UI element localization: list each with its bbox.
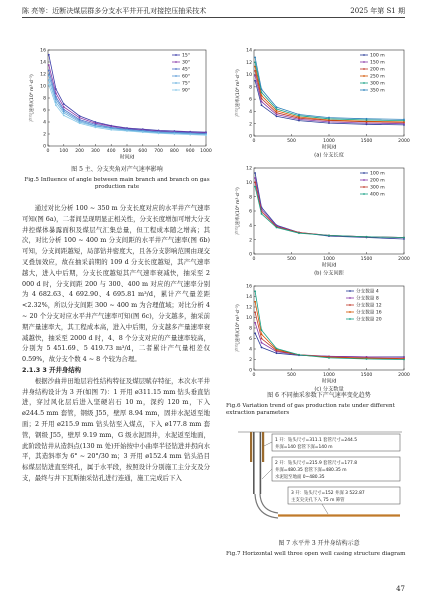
x-tick-label: 600 xyxy=(138,149,148,154)
x-tick-label: 0 xyxy=(252,373,256,378)
y-axis-label: 产气速率/(10⁴ m³·d⁻¹) xyxy=(236,69,241,117)
data-point xyxy=(328,117,330,119)
data-point xyxy=(63,115,65,117)
legend-label: 30° xyxy=(182,60,191,66)
data-point xyxy=(158,133,160,135)
legend-marker xyxy=(363,82,365,84)
y-tick-label: 8 xyxy=(249,326,252,332)
header-rule xyxy=(22,17,405,18)
data-point xyxy=(261,95,263,97)
data-point xyxy=(403,359,405,361)
casing-2-right xyxy=(260,432,262,494)
legend-label: 分支数量 16 xyxy=(356,310,382,316)
series-line xyxy=(49,70,206,133)
data-point xyxy=(254,311,256,313)
data-point xyxy=(254,177,256,179)
series-line xyxy=(255,333,404,357)
y-tick-label: 6 xyxy=(249,97,252,103)
label-2-line1: 2 开：钻头尺寸=215.9 套管尺寸=177.8 xyxy=(275,461,357,466)
header-issue: 2025 年第 S1 期 xyxy=(350,7,405,15)
data-point xyxy=(261,101,263,103)
legend-label: 分支数量 12 xyxy=(356,303,382,309)
legend-marker xyxy=(349,318,351,320)
fig6-caption-en: Fig.6 Variation trend of gas production rate under different extraction parameters xyxy=(226,403,395,416)
data-point xyxy=(276,348,278,350)
paragraph-2: 根据沙曲井田地层岩性结构特征及煤层赋存特征，本次水平井井身结构设计为 3 开(如图 7)：1 开用 ø311.15 mm 钻头垂直钻进，穿过风化层后进入坚硬岩石 10 m，深约 120 m，下入 ø244.5 mm 套管，钢级 J55，壁厚 8.94 mm，固井水泥返至地面；2 开用 ø215.9 mm 钻头钻至入煤点，下入 ø177.8 mm 套管，钢级 J55，壁厚 9.19 mm，G 级水泥固井，水泥返至地面，此阶段钻井从造斜点(130 m 处)开始按中小曲率半径钻进并拐向水平，其造斜率为 6° ~ 20°/30 m；3 开用 ø152.4 mm 钻头沿目标煤层钻进直至终孔，属于水平段，按照设计分别施工主分支及分支，最终与井下瓦斯抽采钻孔进行连通，施工完成后下入 xyxy=(22,376,210,482)
body-text xyxy=(22,203,210,484)
fig7-caption-en: Fig.7 Horizontal well three open well casing structure diagram xyxy=(226,551,406,557)
x-tick-label: 700 xyxy=(154,149,163,154)
data-point xyxy=(254,301,256,303)
y-tick-label: 16 xyxy=(40,48,46,54)
data-point xyxy=(276,112,278,114)
legend-label: 100 m xyxy=(370,53,385,59)
fig6c-chart xyxy=(228,280,410,392)
legend-label: 60° xyxy=(182,74,191,80)
y-tick-label: 4 xyxy=(249,347,252,353)
data-point xyxy=(276,106,278,108)
panel-title: (b) 分支间距 xyxy=(314,270,344,276)
data-point xyxy=(55,104,57,106)
data-point xyxy=(261,213,263,215)
y-tick-label: 4 xyxy=(43,120,46,126)
x-tick-label: 1000 xyxy=(323,373,335,378)
data-point xyxy=(205,134,207,136)
x-tick-label: 500 xyxy=(287,139,296,144)
y-tick-label: 8 xyxy=(249,85,252,91)
label-box-2 xyxy=(262,457,400,481)
y-tick-label: 6 xyxy=(43,108,46,114)
legend-label: 400 m xyxy=(370,192,385,198)
y-tick-label: 0 xyxy=(249,252,252,258)
y-tick-label: 2 xyxy=(249,238,252,244)
x-tick-label: 900 xyxy=(185,149,195,154)
data-point xyxy=(254,290,256,292)
data-point xyxy=(366,118,368,120)
data-point xyxy=(261,347,263,349)
data-point xyxy=(95,127,97,129)
panel-title: (a) 分支长度 xyxy=(314,152,344,158)
x-tick-label: 0 xyxy=(46,149,50,154)
data-point xyxy=(254,332,256,334)
series-line xyxy=(255,323,404,358)
data-point xyxy=(261,342,263,344)
data-point xyxy=(48,79,50,81)
data-point xyxy=(276,227,278,229)
data-point xyxy=(79,122,81,124)
legend-label: 300 m xyxy=(370,185,385,191)
y-tick-label: 6 xyxy=(249,209,252,215)
y-tick-label: 0 xyxy=(249,134,252,140)
casing-1-right xyxy=(262,432,264,462)
x-tick-label: 1000 xyxy=(323,257,335,262)
data-point xyxy=(261,329,263,331)
data-point xyxy=(189,134,191,136)
y-tick-label: 16 xyxy=(246,284,252,290)
casing-2-left xyxy=(253,432,255,494)
build-section xyxy=(255,494,278,518)
legend-marker xyxy=(363,172,365,174)
x-tick-label: 800 xyxy=(170,149,179,154)
y-tick-label: 12 xyxy=(40,72,46,78)
y-tick-label: 0 xyxy=(43,144,46,150)
legend-marker xyxy=(363,179,365,181)
y-axis-label: 产气速率/(10⁴ m³·d⁻¹) xyxy=(236,187,241,235)
fig6b-chart xyxy=(228,162,410,276)
label-3-line2: 主支尖尖孔下入 75 m 筛管 xyxy=(291,498,345,503)
data-point xyxy=(298,114,300,116)
x-tick-label: 400 xyxy=(106,149,116,154)
x-tick-label: 500 xyxy=(122,149,132,154)
x-tick-label: 0 xyxy=(252,257,256,262)
data-point xyxy=(328,234,330,236)
legend-marker xyxy=(175,54,177,56)
data-point xyxy=(276,352,278,354)
data-point xyxy=(276,115,278,117)
x-tick-label: 0 xyxy=(252,139,256,144)
label-box-3 xyxy=(288,487,400,514)
page-number: 47 xyxy=(396,585,405,593)
fig7-caption-cn: 图 7 水平井 3 开井身结构示意 xyxy=(278,540,360,547)
fig6a-chart xyxy=(228,44,410,158)
fig7-diagram xyxy=(232,424,408,536)
x-tick-label: 300 xyxy=(91,149,100,154)
legend-label: 150 m xyxy=(370,60,385,66)
data-point xyxy=(366,358,368,360)
legend-label: 90° xyxy=(182,88,191,94)
legend-marker xyxy=(363,75,365,77)
legend-marker xyxy=(363,186,365,188)
data-point xyxy=(261,104,263,106)
y-tick-label: 12 xyxy=(246,60,252,66)
x-axis-label: 时间/d xyxy=(321,378,337,385)
casing-1-left xyxy=(250,432,252,462)
data-point xyxy=(79,117,81,119)
data-point xyxy=(261,91,263,93)
legend-marker xyxy=(363,89,365,91)
x-tick-label: 2000 xyxy=(398,139,410,144)
series-line xyxy=(255,291,404,359)
data-point xyxy=(261,98,263,100)
legend-label: 45° xyxy=(182,67,191,73)
x-tick-label: 2000 xyxy=(398,257,410,262)
y-tick-label: 8 xyxy=(43,96,46,102)
data-point xyxy=(48,74,50,76)
data-point xyxy=(328,357,330,359)
y-tick-label: 0 xyxy=(249,368,252,374)
data-point xyxy=(366,236,368,238)
data-point xyxy=(79,115,81,117)
legend-label: 250 m xyxy=(370,74,385,80)
legend-marker xyxy=(175,82,177,84)
label-1-line1: 1 开：钻头尺寸=311.1 套管尺寸=244.5 xyxy=(275,438,357,443)
y-tick-label: 10 xyxy=(246,73,252,79)
label-3-line1: 3 开：钻头尺寸=152 井深 3 522.87 xyxy=(291,491,365,496)
data-point xyxy=(298,232,300,234)
legend-marker xyxy=(175,61,177,63)
x-tick-label: 500 xyxy=(287,257,296,262)
y-tick-label: 2 xyxy=(43,132,46,138)
data-point xyxy=(48,84,50,86)
legend-label: 200 m xyxy=(370,178,385,184)
fig6-caption-cn: 图 6 不同抽采参数下产气速率变化趋势 xyxy=(267,392,371,399)
legend-marker xyxy=(363,193,365,195)
legend-label: 300 m xyxy=(370,81,385,87)
y-tick-label: 14 xyxy=(40,60,46,66)
y-tick-label: 12 xyxy=(246,166,252,172)
y-tick-label: 6 xyxy=(249,337,252,343)
fig5-caption-cn: 图 5 主、分支夹角对产气速率影响 xyxy=(71,166,163,173)
y-tick-label: 10 xyxy=(246,180,252,186)
data-point xyxy=(276,108,278,110)
x-tick-label: 1500 xyxy=(360,257,373,262)
legend-marker xyxy=(349,290,351,292)
x-axis-label: 时间/d xyxy=(321,144,337,151)
data-point xyxy=(174,133,176,135)
y-tick-label: 2 xyxy=(249,358,252,364)
data-point xyxy=(298,354,300,356)
legend-label: 75° xyxy=(182,81,191,87)
data-point xyxy=(276,114,278,116)
legend-label: 分支数量 20 xyxy=(356,317,382,323)
data-point xyxy=(110,129,112,131)
data-point xyxy=(261,333,263,335)
x-tick-label: 500 xyxy=(287,373,296,378)
x-tick-label: 100 xyxy=(59,149,69,154)
y-tick-label: 14 xyxy=(246,295,252,301)
x-tick-label: 200 xyxy=(75,149,84,154)
data-point xyxy=(254,172,256,174)
y-tick-label: 14 xyxy=(246,48,252,54)
y-tick-label: 8 xyxy=(249,195,252,201)
data-point xyxy=(403,237,405,239)
y-tick-label: 10 xyxy=(246,316,252,322)
y-tick-label: 2 xyxy=(249,122,252,128)
legend-marker xyxy=(175,68,177,70)
legend-marker xyxy=(349,311,351,313)
y-axis-label: 产气速率/(10⁴ m³·d⁻¹) xyxy=(236,304,241,352)
data-point xyxy=(48,54,50,56)
x-tick-label: 2000 xyxy=(398,373,410,378)
x-tick-label: 1000 xyxy=(200,149,212,154)
legend-label: 100 m xyxy=(370,171,385,177)
x-tick-label: 1000 xyxy=(323,139,335,144)
section-heading: 2.1.3 3 开井身结构 xyxy=(22,365,82,374)
data-point xyxy=(254,181,256,183)
data-point xyxy=(254,322,256,324)
x-axis-label: 时间/d xyxy=(119,154,135,161)
y-tick-label: 10 xyxy=(40,84,46,90)
y-tick-label: 4 xyxy=(249,110,252,116)
x-tick-label: 1500 xyxy=(360,373,373,378)
label-2-line2: 井深=480.35 套管下深=480.35 m xyxy=(275,468,347,473)
legend-marker xyxy=(349,304,351,306)
legend-label: 分支数量 8 xyxy=(356,296,379,302)
label-1-line2: 井深=140 套管下深=140 m xyxy=(275,445,333,450)
data-point xyxy=(254,186,256,188)
fig5-caption-en: Fig.5 Influence of angle between main branch and branch on gas production rate xyxy=(24,177,210,190)
paragraph-1: 通过对比分析 100 ~ 350 m 分支长度对应的水平井产气速率可知(图 6a)，二者间呈现明显正相关性，分支长度增加可增大分支井控煤体暴露面积及煤层气汇集总量，但工程成本随之增高；其次，对比分析 100 ~ 400 m 分支间距的水平井产气速率(图 6b)可知，分支间距越短，局部钻井密度大，且各分支影响范围由现交叉叠加效应，故在抽采前期的 109 d 分支长度越短，其产气速率越大，进入中后期，分支长度越短其产气速率衰减快，抽采至 2 000 d 时，分支间距 200 与 300、400 m 对应的产气速率分别为 4 682.63、4 692.90、4 695.81 m³/d，累计产气量差距<2.32%，所以分支间距 300 ~ 400 m 为合理值域；对比分析 4 ~ 20 个分支对应水平井产气速率可知(图 6c)，分支越多，抽采前期产量速率大，其工程成本高，进入中后期，分支越多产量速率衰减越快，抽采至 2000 d 时，4、8 个分支对应的产量速率较高，分别为 5 451.69、5 419.73 m³/d，二者累计产气量相差仅 0.59%，故分支个数 4 ~ 8 个较为合理。 xyxy=(22,204,210,364)
y-tick-label: 12 xyxy=(246,305,252,311)
x-axis-label: 时间/d xyxy=(321,262,337,269)
y-axis-label: 产气速率/(10⁴ m³·d⁻¹) xyxy=(30,74,35,122)
legend-marker xyxy=(363,61,365,63)
data-point xyxy=(126,130,128,132)
data-point xyxy=(63,103,65,105)
x-tick-label: 1500 xyxy=(360,139,373,144)
running-header xyxy=(0,0,427,20)
fig5-chart xyxy=(22,44,212,164)
data-point xyxy=(261,88,263,90)
data-point xyxy=(48,70,50,72)
build-section-inner xyxy=(260,494,278,513)
data-point xyxy=(63,112,65,114)
data-point xyxy=(403,119,405,121)
label-box-1 xyxy=(264,434,400,451)
data-point xyxy=(63,106,65,108)
legend-marker xyxy=(363,54,365,56)
legend-label: 200 m xyxy=(370,67,385,73)
label-2-line3: 水泥返至地面 0~480.35 xyxy=(275,475,325,480)
panel-title: (c) 分支数量 xyxy=(314,386,344,392)
y-tick-label: 4 xyxy=(249,223,252,229)
legend-marker xyxy=(175,89,177,91)
header-authors-title: 陈 亮等：近断决煤层群多分支水平井开孔对接控压抽采技术 xyxy=(22,7,207,15)
legend-marker xyxy=(349,297,351,299)
data-point xyxy=(48,64,50,66)
legend-label: 15° xyxy=(182,53,191,59)
legend-label: 350 m xyxy=(370,88,385,94)
data-point xyxy=(276,110,278,112)
data-point xyxy=(254,56,256,58)
legend-marker xyxy=(175,75,177,77)
legend-label: 分支数量 4 xyxy=(356,289,379,295)
legend-marker xyxy=(363,68,365,70)
data-point xyxy=(142,131,144,133)
data-point xyxy=(261,338,263,340)
